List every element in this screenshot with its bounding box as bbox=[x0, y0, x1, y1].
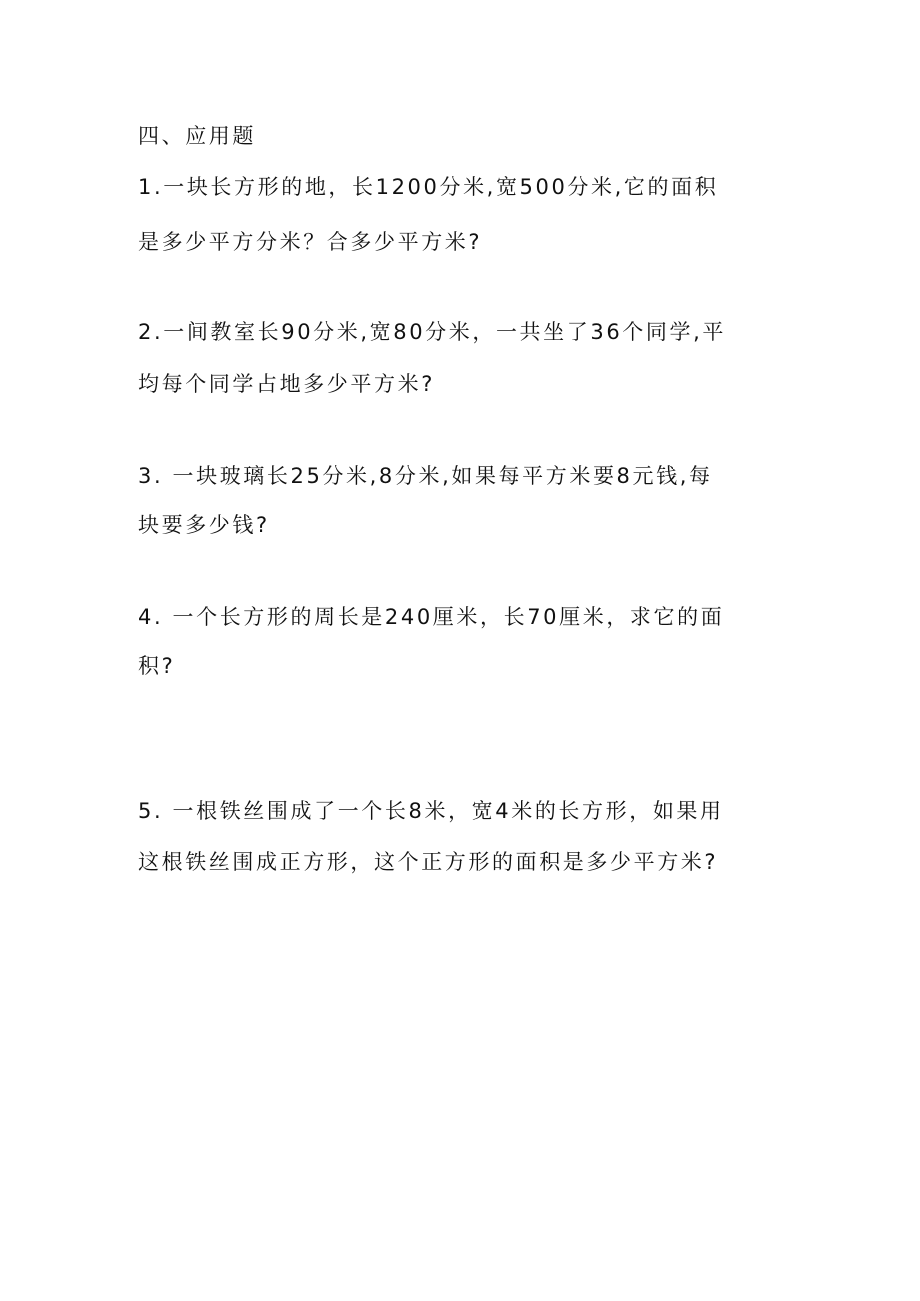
problem-3-line-2: 块要多少钱? bbox=[138, 513, 270, 537]
problem-4-line-2: 积? bbox=[138, 654, 176, 678]
problem-3-line-1: 3. 一块玻璃长25分米,8分米,如果每平方米要8元钱,每 bbox=[138, 464, 713, 488]
problem-5-line-2: 这根铁丝围成正方形，这个正方形的面积是多少平方米? bbox=[138, 850, 719, 874]
problem-2-line-1: 2.一间教室长90分米,宽80分米，一共坐了36个同学,平 bbox=[138, 320, 726, 344]
problem-2-line-2: 均每个同学占地多少平方米? bbox=[138, 372, 435, 396]
problem-4-line-1: 4. 一个长方形的周长是240厘米，长70厘米，求它的面 bbox=[138, 605, 725, 629]
section-title: 四、应用题 bbox=[138, 124, 256, 148]
problem-5-line-1: 5. 一根铁丝围成了一个长8米，宽4米的长方形，如果用 bbox=[138, 799, 724, 823]
problem-1-line-1: 1.一块长方形的地，长1200分米,宽500分米,它的面积 bbox=[138, 175, 719, 199]
problem-1-line-2: 是多少平方分米？合多少平方米? bbox=[138, 230, 483, 254]
